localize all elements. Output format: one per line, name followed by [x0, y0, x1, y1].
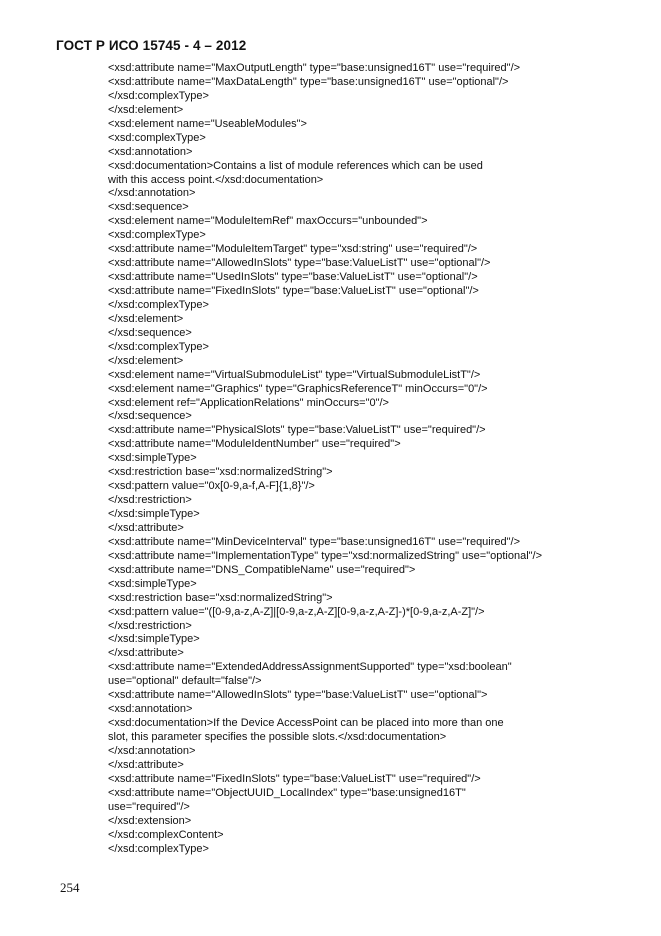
code-line: <xsd:attribute name="ExtendedAddressAssignmentSupported" type="xsd:boolean"	[108, 661, 512, 674]
code-line: </xsd:complexContent>	[108, 828, 224, 841]
page-number: 254	[60, 880, 80, 895]
code-line: <xsd:simpleType>	[108, 452, 197, 465]
code-line: <xsd:attribute name="FixedInSlots" type="base:ValueListT" use="required"/>	[108, 772, 481, 785]
standard-header: ГОСТ Р ИСО 15745 - 4 – 2012	[56, 38, 247, 53]
code-line: <xsd:element name="VirtualSubmoduleList" type="VirtualSubmoduleListT"/>	[108, 368, 481, 381]
code-line: with this access point.</xsd:documentation>	[108, 173, 324, 186]
code-line: <xsd:attribute name="ModuleIdentNumber" use="required">	[108, 438, 401, 451]
code-line: <xsd:element ref="ApplicationRelations" minOccurs="0"/>	[108, 396, 389, 409]
code-line: <xsd:attribute name="MaxOutputLength" type="base:unsigned16T" use="required"/>	[108, 62, 521, 74]
code-line: <xsd:complexType>	[108, 131, 206, 144]
code-line: <xsd:documentation>Contains a list of module references which can be used	[108, 159, 483, 172]
code-line: <xsd:attribute name="PhysicalSlots" type="base:ValueListT" use="required"/>	[108, 424, 486, 437]
code-line: </xsd:element>	[108, 103, 184, 116]
code-line: <xsd:element name="UseableModules">	[108, 117, 307, 130]
code-line: </xsd:restriction>	[108, 494, 192, 507]
code-line: </xsd:sequence>	[108, 326, 192, 339]
code-line: <xsd:attribute name="DNS_CompatibleName" use="required">	[108, 563, 416, 576]
code-line: </xsd:annotation>	[108, 744, 196, 757]
code-line: <xsd:attribute name="FixedInSlots" type="base:ValueListT" use="optional"/>	[108, 285, 479, 297]
code-line: <xsd:attribute name="ModuleItemTarget" type="xsd:string" use="required"/>	[108, 243, 478, 256]
code-line: <xsd:pattern value="([0-9,a-z,A-Z]|[0-9,a-z,A-Z][0-9,a-z,A-Z]-)*[0-9,a-z,A-Z]"/>	[108, 605, 485, 618]
code-line: <xsd:attribute name="MinDeviceInterval" type="base:unsigned16T" use="required"/>	[108, 535, 521, 548]
code-line: </xsd:element>	[108, 312, 184, 325]
code-line: <xsd:attribute name="UsedInSlots" type="base:ValueListT" use="optional"/>	[108, 271, 478, 284]
code-line: </xsd:restriction>	[108, 619, 192, 632]
code-line: <xsd:annotation>	[108, 703, 193, 716]
code-line: <xsd:attribute name="AllowedInSlots" type="base:ValueListT" use="optional"/>	[108, 257, 491, 270]
code-line: </xsd:element>	[108, 354, 184, 367]
code-line: <xsd:element name="ModuleItemRef" maxOccurs="unbounded">	[108, 215, 428, 228]
code-line: use="optional" default="false"/>	[108, 675, 262, 688]
code-line: </xsd:attribute>	[108, 521, 184, 534]
code-line: </xsd:annotation>	[108, 187, 196, 200]
code-line: </xsd:attribute>	[108, 758, 184, 771]
code-line: </xsd:complexType>	[108, 89, 209, 102]
code-line: use="required"/>	[108, 800, 190, 813]
code-line: <xsd:attribute name="ImplementationType" type="xsd:normalizedString" use="optional"/>	[108, 549, 543, 562]
code-line: </xsd:sequence>	[108, 410, 192, 423]
code-line: </xsd:complexType>	[108, 298, 209, 311]
code-line: <xsd:restriction base="xsd:normalizedString">	[108, 591, 333, 604]
code-line: <xsd:complexType>	[108, 229, 206, 242]
code-line: slot, this parameter specifies the possible slots.</xsd:documentation>	[108, 731, 447, 743]
code-line: </xsd:attribute>	[108, 647, 184, 660]
code-line: <xsd:attribute name="MaxDataLength" type="base:unsigned16T" use="optional"/>	[108, 75, 509, 88]
code-line: <xsd:pattern value="0x[0-9,a-f,A-F]{1,8}"/>	[108, 480, 315, 493]
code-line: <xsd:element name="Graphics" type="GraphicsReferenceT" minOccurs="0"/>	[108, 382, 488, 395]
code-line: </xsd:extension>	[108, 814, 192, 827]
code-line: <xsd:sequence>	[108, 201, 189, 214]
code-line: </xsd:simpleType>	[108, 633, 200, 646]
xsd-code-listing	[108, 62, 648, 856]
code-line: </xsd:complexType>	[108, 340, 209, 353]
code-line: <xsd:restriction base="xsd:normalizedString">	[108, 466, 333, 479]
code-line: <xsd:attribute name="AllowedInSlots" type="base:ValueListT" use="optional">	[108, 689, 488, 702]
code-line: <xsd:documentation>If the Device AccessPoint can be placed into more than one	[108, 717, 504, 730]
code-line: <xsd:simpleType>	[108, 577, 197, 590]
code-line: <xsd:annotation>	[108, 145, 193, 158]
code-line: <xsd:attribute name="ObjectUUID_LocalIndex" type="base:unsigned16T"	[108, 786, 466, 799]
code-line: </xsd:complexType>	[108, 842, 209, 855]
code-line: </xsd:simpleType>	[108, 508, 200, 520]
